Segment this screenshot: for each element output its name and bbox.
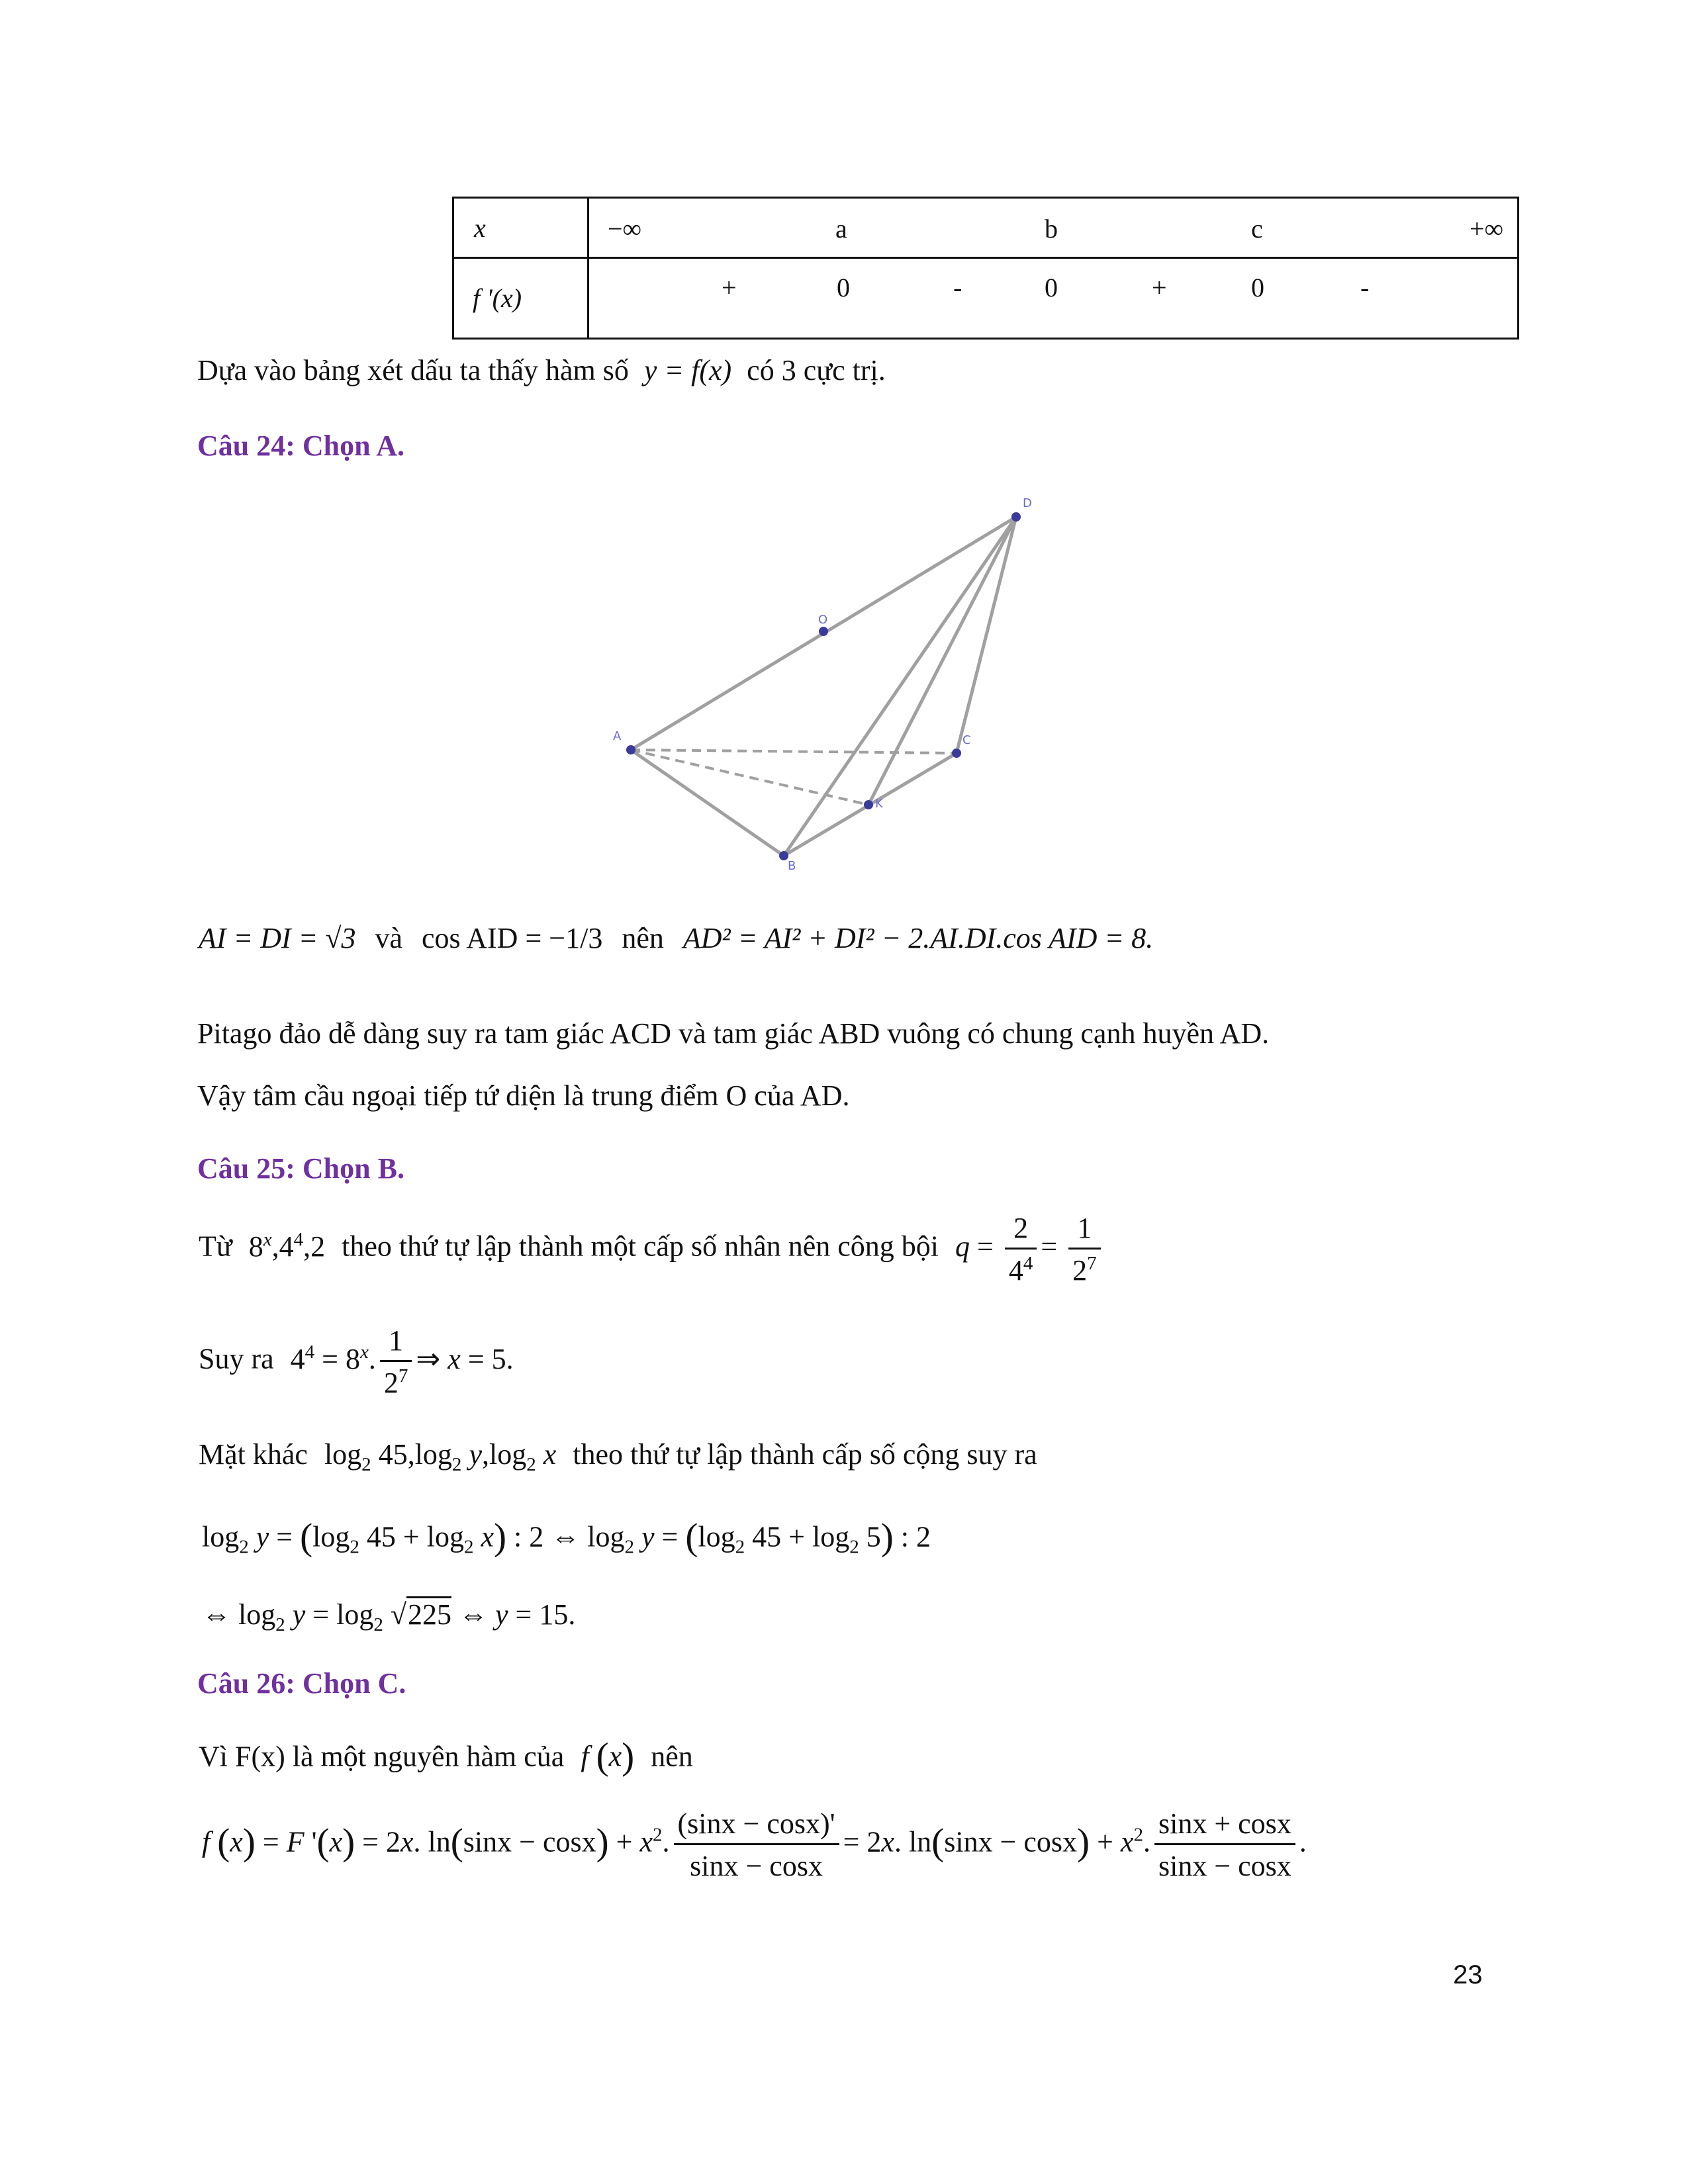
q25-eq1: $\log_2 y = (\log_2$ $45 + \log_2 x$) : 2 ⇔ $\log_2 y = (\log_2$ $45 + \log_2 5$) : 2 xyxy=(202,1516,931,1558)
page-number: 23 xyxy=(1453,1960,1483,1989)
text-and: và xyxy=(375,922,403,954)
q23-text: có 3 cực trị. xyxy=(747,354,886,387)
label-O: O xyxy=(818,613,828,627)
sign: - xyxy=(1360,273,1370,302)
q25-text: Từ xyxy=(199,1230,232,1263)
sign: 0 xyxy=(1251,273,1264,302)
x-values-cell xyxy=(588,198,1519,258)
eq-ad: AD² = AI² + DI² − 2.AI.DI.cos AID = 8. xyxy=(682,922,1154,954)
x-value: b xyxy=(1045,214,1058,244)
q25-text: Suy ra xyxy=(199,1342,274,1375)
q26-line1: Vì F(x) là một nguyên hàm của f (x) nên xyxy=(199,1736,693,1778)
q25-text: theo thứ tự lập thành cấp số cộng suy ra xyxy=(573,1438,1037,1471)
sign: 0 xyxy=(1045,273,1058,302)
x-label: x xyxy=(453,198,588,258)
q25-heading: Câu 25: Chọn B. xyxy=(197,1152,404,1185)
sign-cell xyxy=(588,258,1519,339)
text-so: nên xyxy=(622,922,664,954)
sign: - xyxy=(953,273,962,302)
x-value: c xyxy=(1251,214,1263,244)
q26-text: Vì F(x) là một nguyên hàm của xyxy=(199,1740,565,1773)
sign: + xyxy=(1152,273,1167,302)
q26-heading: Câu 26: Chọn C. xyxy=(197,1667,406,1700)
edge-AB xyxy=(631,750,784,856)
edge-BD xyxy=(784,517,1016,856)
q26-text: nên xyxy=(651,1740,693,1773)
q24-line2: Pitago đảo dễ dàng suy ra tam giác ACD và tam giác ABD vuông có chung cạnh huyền AD. xyxy=(197,1017,1270,1050)
q23-function: y = f(x) xyxy=(643,354,732,387)
q26-equation: f (x) = F '(x) = 2x. $\ln(\sin x - \cos x) + x^2$. $\frac{(\sin x - \cos x)'}{\sin x - \cos x}$ = 2x. $\ln(\sin x - \cos x) + x^2$. $\frac{\sin x + \cos x}{\sin x - \cos x}$ . xyxy=(202,1807,1307,1882)
q25-line1: Từ $8^x,4^4,2$ theo thứ tự lập thành một cấp số nhân nên công bội q = $\frac{2}{4^4}$ = $\frac{1}{2^7}$ xyxy=(199,1211,1105,1287)
x-value: −∞ xyxy=(608,214,642,244)
q25-text: Mặt khác xyxy=(199,1438,308,1471)
sign-table xyxy=(452,197,1519,340)
point-D xyxy=(1011,512,1021,522)
x-value: +∞ xyxy=(1470,214,1504,244)
q24-line3: Vậy tâm cầu ngoại tiếp tứ diện là trung điểm O của AD. xyxy=(197,1079,850,1112)
fprime-label: f '(x) xyxy=(453,258,588,339)
q25-line2: Suy ra $4^4 = 8^x$. $\frac{1}{2^7}$ ⇒ x = 5. xyxy=(199,1324,514,1399)
edge-CD xyxy=(957,517,1016,753)
q25-text: theo thứ tự lập thành một cấp số nhân nên công bội xyxy=(342,1230,939,1263)
x-value: a xyxy=(835,214,847,244)
edge-AK xyxy=(631,750,868,805)
eq-ai-di: AI = DI = √3 xyxy=(199,922,356,954)
point-A xyxy=(626,745,635,754)
label-B: B xyxy=(788,859,796,873)
sign: 0 xyxy=(837,273,850,302)
sign: + xyxy=(722,273,737,302)
label-C: C xyxy=(962,733,971,747)
point-O xyxy=(819,627,828,636)
label-K: K xyxy=(875,797,883,811)
q24-equation xyxy=(199,921,1153,955)
eq-cos-aid: cos AID = −1/3 xyxy=(422,922,603,954)
q23-text: Dựa vào bảng xét dấu ta thấy hàm số xyxy=(197,354,629,387)
label-A: A xyxy=(613,729,622,743)
q24-heading: Câu 24: Chọn A. xyxy=(197,430,404,462)
point-K xyxy=(864,800,873,809)
point-B xyxy=(779,851,788,860)
label-D: D xyxy=(1023,496,1032,510)
point-C xyxy=(952,749,961,758)
q25-line3: Mặt khác $\log_2 45,\log_2$ $y,\log_2$ x theo thứ tự lập thành cấp số cộng suy ra xyxy=(199,1438,1037,1476)
edge-AC xyxy=(631,750,957,753)
q25-eq2: ⇔ $\log_2 y = \log_2 √225$ ⇔ y = 15. xyxy=(202,1598,575,1631)
tetrahedron-figure xyxy=(583,490,1046,874)
q23-conclusion xyxy=(197,356,886,385)
